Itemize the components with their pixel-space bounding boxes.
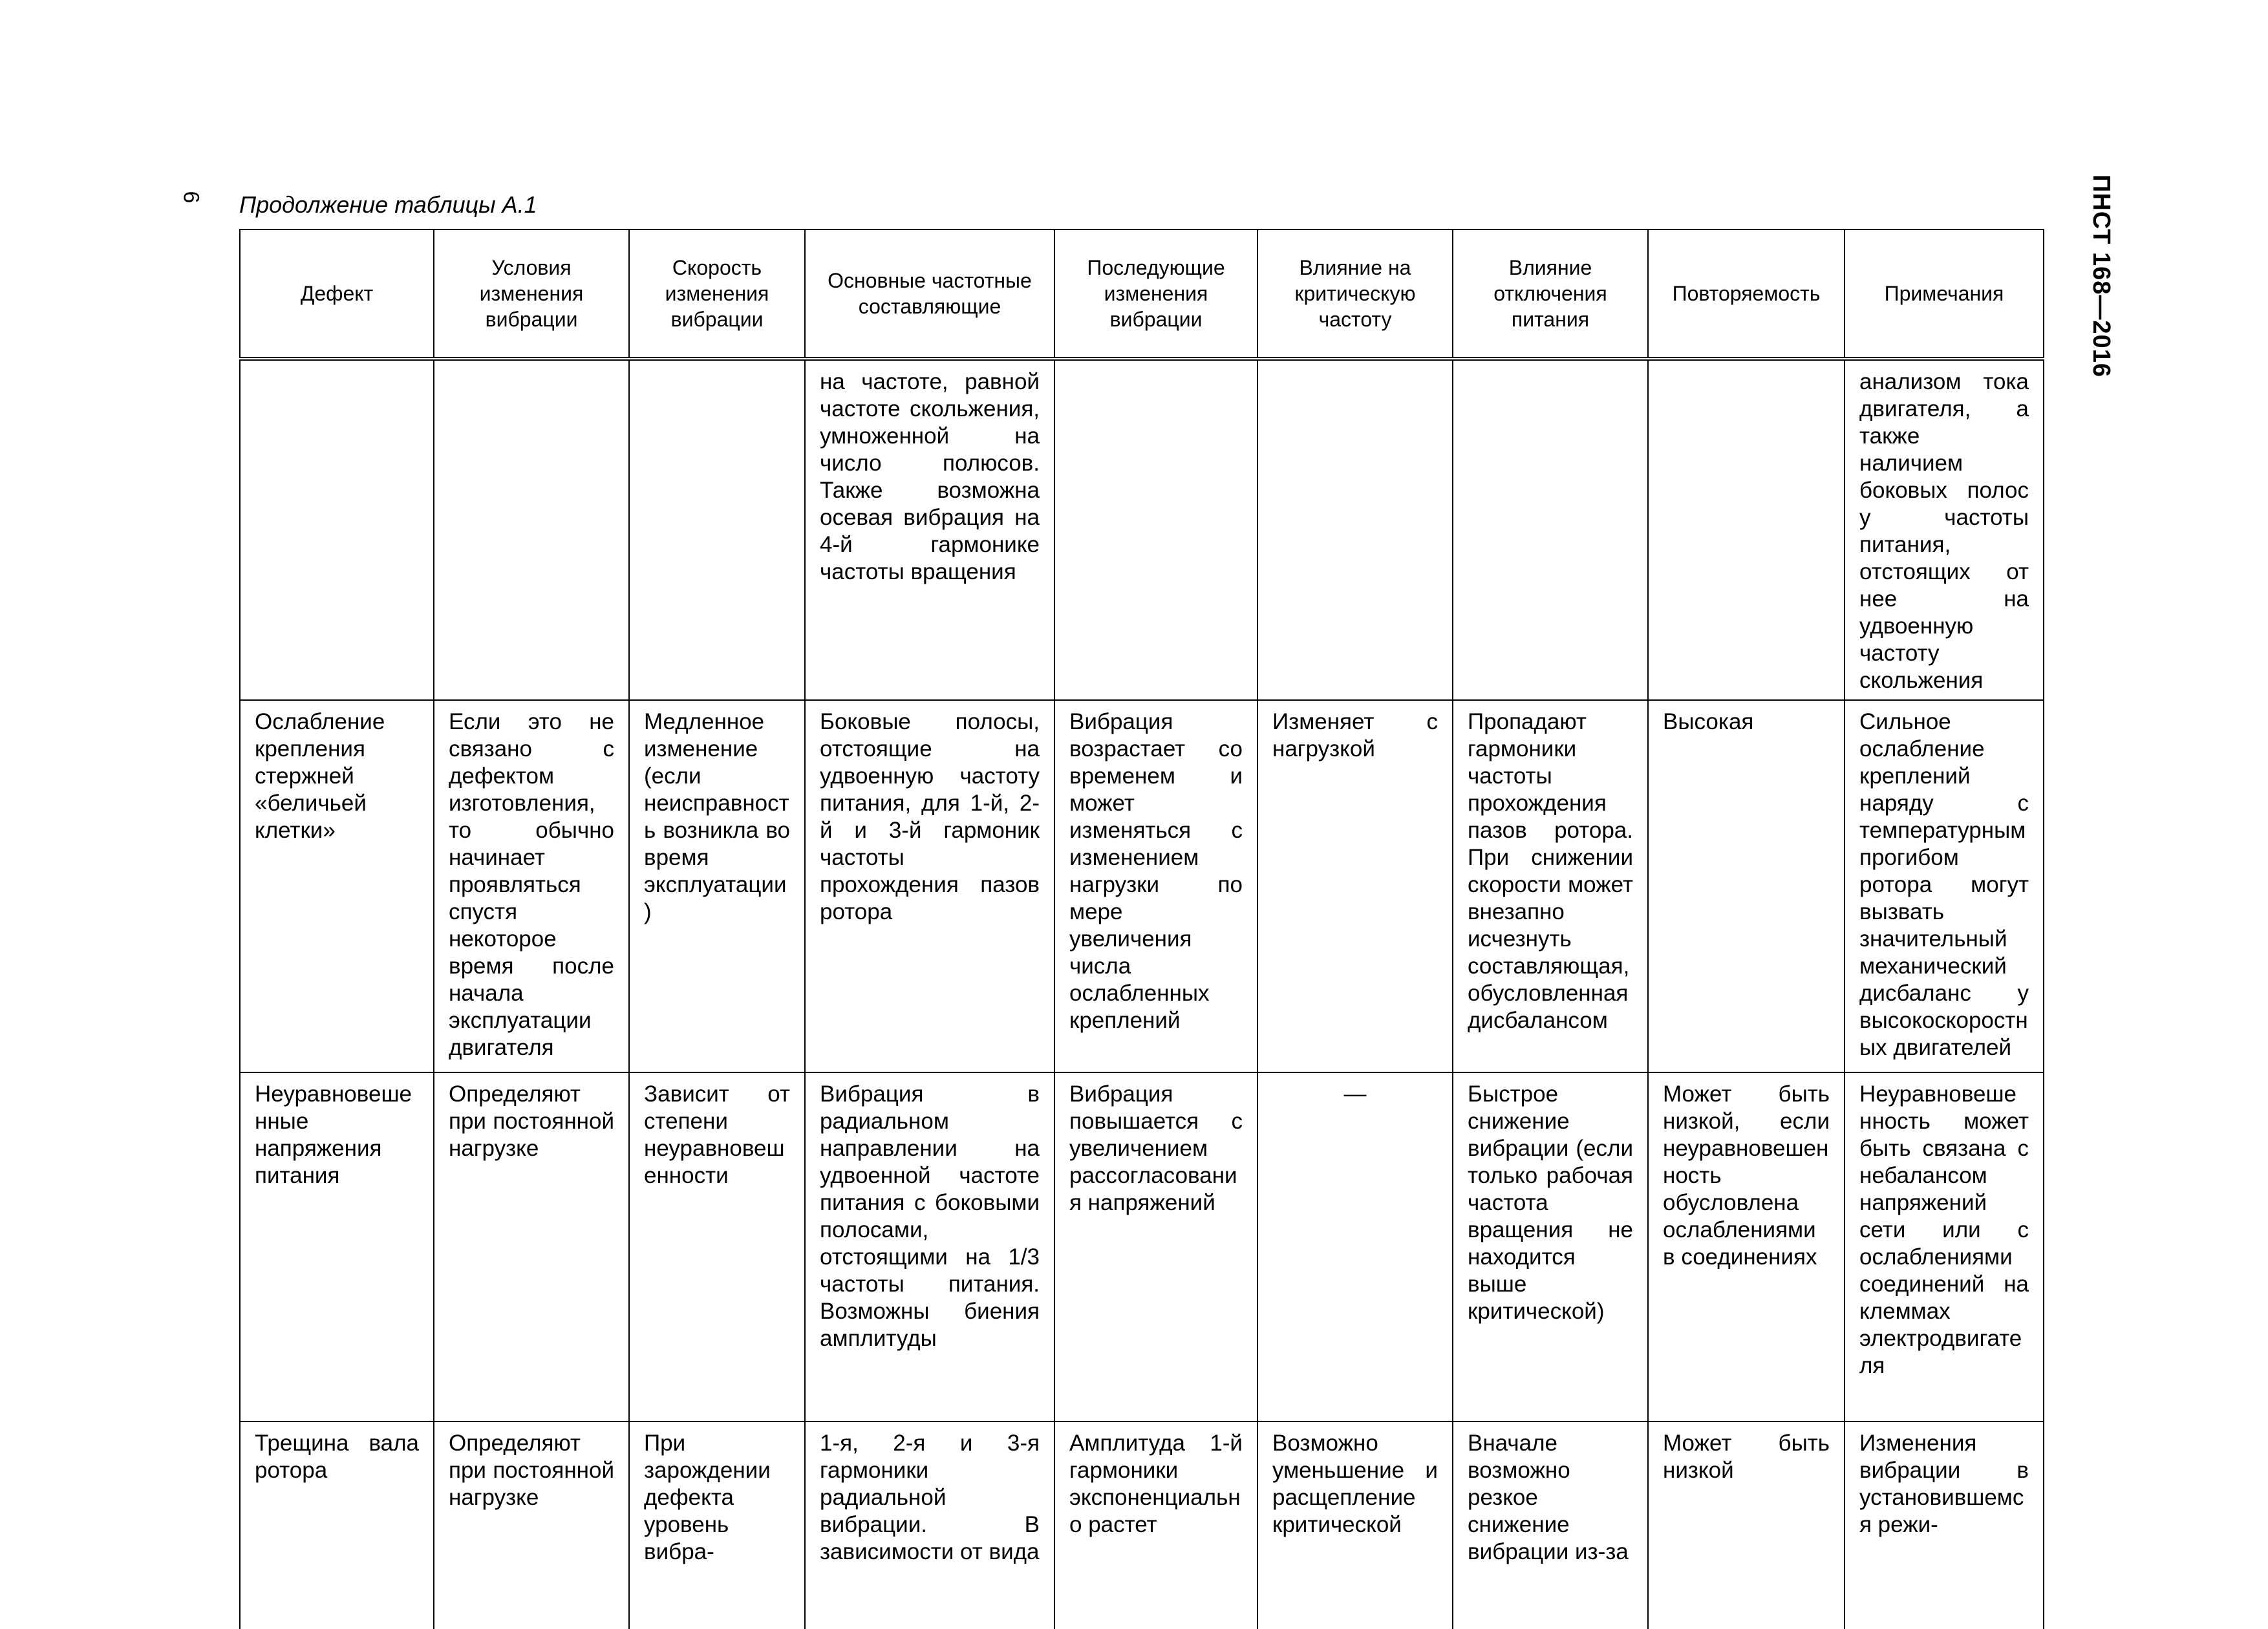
table-cell: Пропадают гармоники частоты прохождения пазов ротора. При снижении скорости может внезапно исчезнуть составляющая, обусловленная дисбалансом [1453, 700, 1648, 1072]
table-cell: Определяют при постоянной нагрузке [434, 1072, 629, 1421]
defects-table [239, 229, 2044, 1629]
table-cell: Вибрация повышается с увеличением рассогласования напряжений [1054, 1072, 1257, 1421]
table-header-row [240, 229, 2044, 359]
document-code: ПНСТ 168—2016 [2088, 175, 2115, 378]
table-cell: При зарождении дефекта уровень вибра- [629, 1421, 805, 1629]
table-row [240, 1421, 2044, 1629]
table-cell: Сильное ослабление креплений наряду с температурным прогибом ротора могут вызвать значительный механический дисбаланс у высокоскоростных двигателей [1845, 700, 2044, 1072]
header-critical-frequency-effect: Влияние на критическую частоту [1257, 229, 1453, 359]
table-cell [240, 359, 434, 700]
table-cell: Если это не связано с дефектом изготовления, то обычно начинает проявляться спустя некоторое время после начала эксплуатации двигателя [434, 700, 629, 1072]
header-power-off-effect: Влияние отключения питания [1453, 229, 1648, 359]
table-cell: на частоте, равной частоте скольжения, умноженной на число полюсов. Также возможна осевая вибрация на 4-й гармонике частоты вращения [805, 359, 1054, 700]
table-cell: Вибрация возрастает со временем и может изменяться с изменением нагрузки по мере увеличения числа ослабленных креплений [1054, 700, 1257, 1072]
table-cell [629, 359, 805, 700]
table-cell: Вначале возможно резкое снижение вибрации из-за [1453, 1421, 1648, 1629]
table-cell: Может быть низкой, если неуравновешенность обусловлена ослаблениями в соединениях [1648, 1072, 1845, 1421]
table-row [240, 700, 2044, 1072]
table-cell: Неуравновешенность может быть связана с небалансом напряжений сети или с ослаблениями соединений на клеммах электродвигателя [1845, 1072, 2044, 1421]
table-cell: Неуравновешенные напряжения питания [240, 1072, 434, 1421]
table-cell: Быстрое снижение вибрации (если только рабочая частота вращения не находится выше критической) [1453, 1072, 1648, 1421]
header-repeatability: Повторяемость [1648, 229, 1845, 359]
header-frequency-components: Основные частотные составляющие [805, 229, 1054, 359]
table-cell: Боковые полосы, отстоящие на удвоенную частоту питания, для 1-й, 2-й и 3-й гармоник частоты прохождения пазов ротора [805, 700, 1054, 1072]
table-cell: Амплитуда 1-й гармоники экспоненциально растет [1054, 1421, 1257, 1629]
table-cell: Изменения вибрации в установившемся режи- [1845, 1421, 2044, 1629]
table-cell: — [1257, 1072, 1453, 1421]
table-row [240, 359, 2044, 700]
table-cell: Трещина вала ротора [240, 1421, 434, 1629]
table-caption: Продолжение таблицы А.1 [239, 191, 537, 218]
table-container [239, 229, 2043, 1564]
table-cell: Определяют при постоянной нагрузке [434, 1421, 629, 1629]
table-cell [434, 359, 629, 700]
table-cell: анализом тока двигателя, а также наличием боковых полос у частоты питания, отстоящих от нее на удвоенную частоту скольжения [1845, 359, 2044, 700]
page-number: 6 [178, 191, 204, 204]
table-cell: Изменяет с нагрузкой [1257, 700, 1453, 1072]
table-cell [1257, 359, 1453, 700]
table-cell: Медленное изменение (если неисправность возникла во время эксплуатации) [629, 700, 805, 1072]
table-cell: Вибрация в радиальном направлении на удвоенной частоте питания с боковыми полосами, отстоящими на 1/3 частоты питания. Возможны биения амплитуды [805, 1072, 1054, 1421]
header-change-rate: Скорость изменения вибрации [629, 229, 805, 359]
header-defect: Дефект [240, 229, 434, 359]
table-cell [1453, 359, 1648, 700]
table-cell: Возможно уменьшение и расщепление критической [1257, 1421, 1453, 1629]
header-subsequent-changes: Последующие изменения вибрации [1054, 229, 1257, 359]
table-cell: Может быть низкой [1648, 1421, 1845, 1629]
table-cell [1054, 359, 1257, 700]
table-row [240, 1072, 2044, 1421]
table-cell [1648, 359, 1845, 700]
table-cell: 1-я, 2-я и 3-я гармоники радиальной вибрации. В зависимости от вида [805, 1421, 1054, 1629]
header-notes: Примечания [1845, 229, 2044, 359]
header-vibration-conditions: Условия изменения вибрации [434, 229, 629, 359]
table-cell: Высокая [1648, 700, 1845, 1072]
table-cell: Ослабление крепления стержней «беличьей клетки» [240, 700, 434, 1072]
table-cell: Зависит от степени неуравновешенности [629, 1072, 805, 1421]
